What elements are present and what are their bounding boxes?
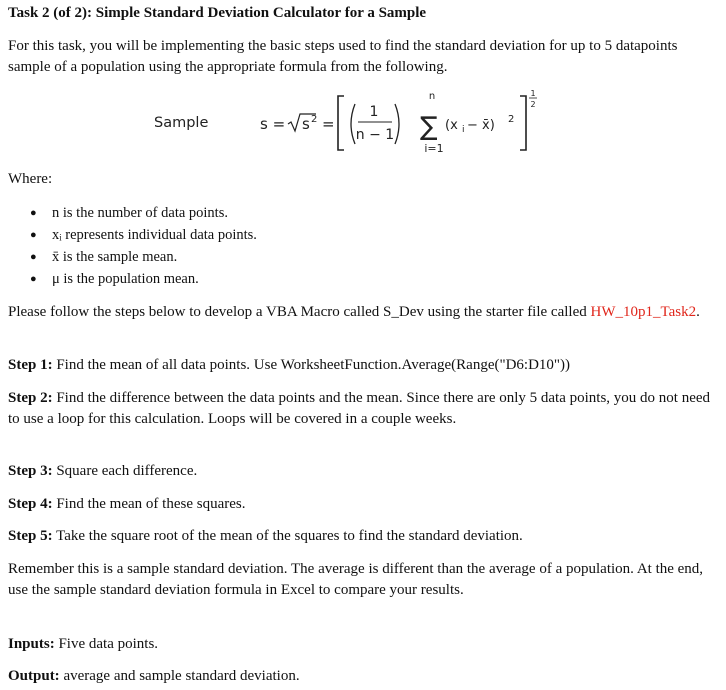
formula-label: Sample: [154, 115, 209, 131]
exp-numerator: 1: [530, 89, 536, 98]
inputs-line: Inputs: Five data points.: [8, 636, 159, 652]
definition-xbar: ● x̄ is the sample mean.: [30, 246, 257, 268]
formula-s-equals: s =: [260, 115, 286, 133]
instructions-paragraph: Please follow the steps below to develop a VBA Macro called S_Dev using the starter file called HW_10p1_Task2.: [8, 304, 700, 320]
right-paren: [395, 104, 399, 144]
step-4: Step 4: Find the mean of these squares.: [8, 496, 246, 512]
step-5: Step 5: Take the square root of the mean of the squares to find the standard deviation.: [8, 528, 523, 544]
where-label: Where:: [8, 171, 53, 187]
definition-n: ● n is the number of data points.: [30, 202, 257, 224]
term-x: (x: [445, 118, 458, 133]
task-title: Task 2 (of 2): Simple Standard Deviation Calculator for a Sample: [8, 5, 427, 21]
left-bracket: [338, 96, 344, 150]
starter-file-name: HW_10p1_Task2: [590, 304, 697, 320]
sum-symbol: ∑: [420, 112, 438, 142]
intro-paragraph: For this task, you will be implementing the basic steps used to find the standard deviation for up to 5 datapoints sample of a population using the appropriate formula from the following.: [8, 38, 678, 75]
exp-denominator: 2: [530, 100, 536, 109]
sum-upper: n: [428, 91, 436, 102]
term-minus-xbar: − x̄): [467, 118, 495, 133]
term-sub-i: i: [462, 125, 465, 135]
step-1: Step 1: Find the mean of all data points. Use WorksheetFunction.Average(Range("D6:D10")): [8, 357, 571, 373]
definitions-list: [30, 202, 257, 290]
sum-lower: i=1: [424, 142, 444, 155]
formula-equals: =: [322, 115, 335, 133]
formula-sup-2: 2: [311, 114, 318, 125]
frac-numerator: 1: [369, 104, 379, 120]
frac-denominator: n − 1: [355, 127, 395, 143]
right-bracket: [520, 96, 526, 150]
step-2: Step 2: Find the difference between the data points and the mean. Since there are only 5 data points, you do not need to use a loop for this calculation. Loops will be covered in a couple weeks.: [8, 390, 711, 427]
left-paren: [351, 104, 355, 144]
formula-s: s: [302, 115, 310, 133]
definition-mu: ● μ is the population mean.: [30, 268, 257, 290]
step-3: Step 3: Square each difference.: [8, 463, 198, 479]
remember-paragraph: Remember this is a sample standard deviation. The average is different than the average of a population. At the end, use the sample standard deviation formula in Excel to compare your results.: [8, 561, 704, 598]
definition-xi: ● xᵢ represents individual data points.: [30, 224, 257, 246]
term-sup-2: 2: [508, 114, 515, 125]
output-line: Output: average and sample standard deviation.: [8, 668, 300, 684]
std-dev-formula: [250, 82, 550, 157]
